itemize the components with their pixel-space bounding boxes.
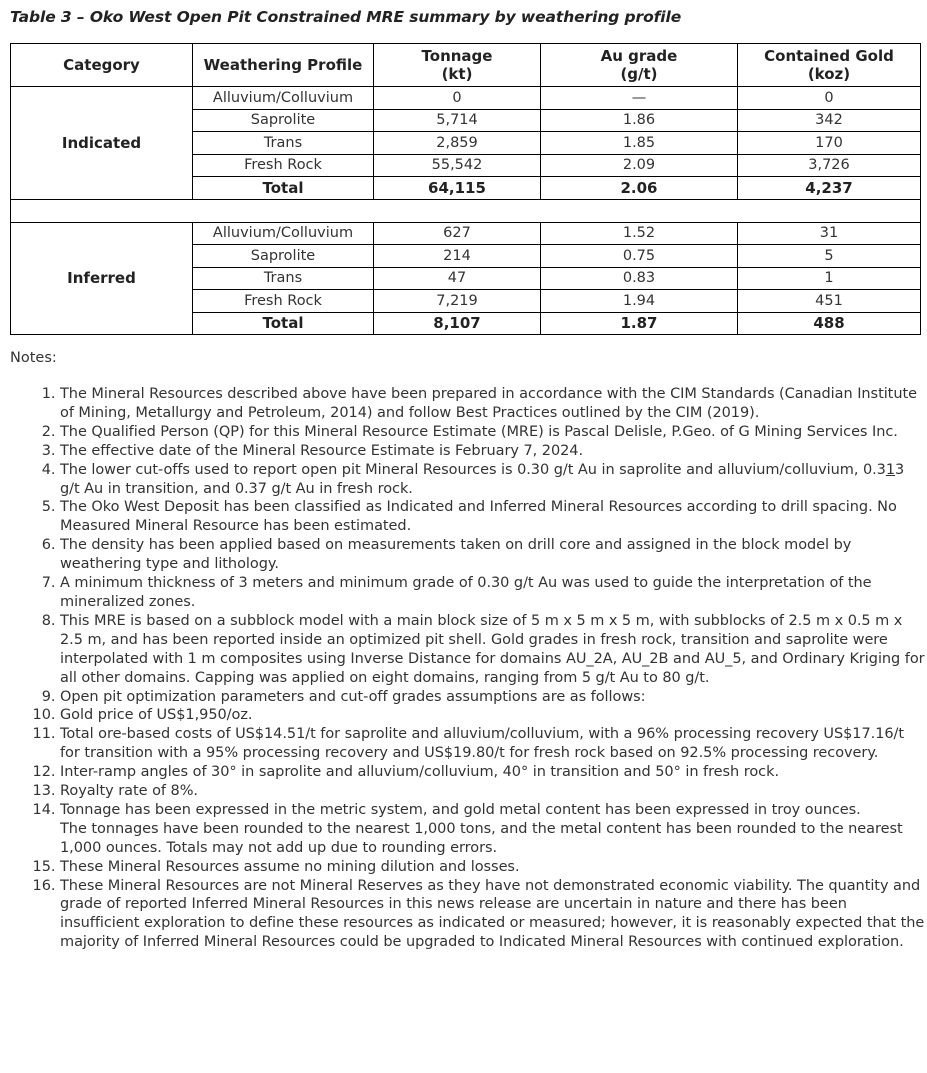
header-au-grade <box>541 44 738 87</box>
total-grade: 2.06 <box>541 177 738 200</box>
header-grade-label: Au grade <box>600 47 678 65</box>
total-tonnage: 8,107 <box>374 312 541 335</box>
header-contained-gold <box>738 44 921 87</box>
gold-cell: 0 <box>738 87 921 110</box>
table-row <box>11 87 921 110</box>
tonnage-cell: 2,859 <box>374 132 541 155</box>
grade-cell: 1.86 <box>541 109 738 132</box>
gold-cell: 3,726 <box>738 154 921 177</box>
grade-cell: — <box>541 87 738 110</box>
grade-cell: 0.75 <box>541 245 738 268</box>
tonnage-cell: 5,714 <box>374 109 541 132</box>
note-item: 12. Inter-ramp angles of 30° in saprolite and alluvium/colluvium, 40° in transition and 50° in fresh rock. <box>60 763 925 782</box>
underlined-digit: 1 <box>885 461 896 478</box>
table-header-row <box>11 44 921 87</box>
header-gold-label: Contained Gold <box>764 47 894 65</box>
profile-cell: Fresh Rock <box>193 154 374 177</box>
total-label: Total <box>193 312 374 335</box>
spacer-cell <box>11 199 921 222</box>
gold-cell: 342 <box>738 109 921 132</box>
notes-list <box>10 385 925 952</box>
header-gold-unit: (koz) <box>807 65 851 83</box>
tonnage-cell: 214 <box>374 245 541 268</box>
profile-cell: Saprolite <box>193 109 374 132</box>
grade-cell: 1.52 <box>541 222 738 245</box>
total-tonnage: 64,115 <box>374 177 541 200</box>
gold-cell: 31 <box>738 222 921 245</box>
note-item: 11. Total ore-based costs of US$14.51/t for saprolite and alluvium/colluvium, with a 96% processing recovery US$17.16/t for transition with a 95% processing recovery and US$19.80/t for fresh rock based on 92.5% processing recovery. <box>60 725 925 763</box>
header-tonnage <box>374 44 541 87</box>
note-item: 1. The Mineral Resources described above have been prepared in accordance with the CIM Standards (Canadian Institute of Mining, Metallurgy and Petroleum, 2014) and follow Best Practices outlined by the CIM (2019). <box>60 385 925 423</box>
note-item: 3. The effective date of the Mineral Resource Estimate is February 7, 2024. <box>60 442 925 461</box>
tonnage-cell: 55,542 <box>374 154 541 177</box>
profile-cell: Fresh Rock <box>193 290 374 313</box>
gold-cell: 451 <box>738 290 921 313</box>
total-grade: 1.87 <box>541 312 738 335</box>
note-text: The lower cut-offs used to report open pit Mineral Resources is 0.30 g/t Au in saprolite and alluvium/colluvium, 0.3 <box>60 461 886 478</box>
note-item: 10. Gold price of US$1,950/oz. <box>60 706 925 725</box>
header-category: Category <box>11 44 193 87</box>
gold-cell: 170 <box>738 132 921 155</box>
note-item: 13. Royalty rate of 8%. <box>60 782 925 801</box>
gold-cell: 1 <box>738 267 921 290</box>
tonnage-cell: 7,219 <box>374 290 541 313</box>
grade-cell: 2.09 <box>541 154 738 177</box>
table-title: Table 3 – Oko West Open Pit Constrained MRE summary by weathering profile <box>10 8 682 26</box>
note-text: The tonnages have been rounded to the nearest 1,000 tons, and the metal content has been rounded to the nearest 1,000 ounces. Totals may not add up due to rounding errors. <box>60 820 903 856</box>
note-item: 9. Open pit optimization parameters and cut-off grades assumptions are as follows: <box>60 688 925 707</box>
note-text: 3 g/t Au in transition, and 0.37 g/t Au in fresh rock. <box>60 461 905 497</box>
table-row <box>11 222 921 245</box>
category-inferred: Inferred <box>11 222 193 335</box>
total-gold: 488 <box>738 312 921 335</box>
tonnage-cell: 0 <box>374 87 541 110</box>
note-item: 16. These Mineral Resources are not Mineral Reserves as they have not demonstrated economic viability. The quantity and grade of reported Inferred Mineral Resources in this news release are uncertain in nature and there has been insufficient exploration to define these resources as indicated or measured; however, it is reasonably expected that the majority of Inferred Mineral Resources could be upgraded to Indicated Mineral Resources with continued exploration. <box>60 877 925 953</box>
gold-cell: 5 <box>738 245 921 268</box>
note-item <box>60 801 925 858</box>
notes-heading: Notes: <box>10 350 57 366</box>
note-item: 15. These Mineral Resources assume no mining dilution and losses. <box>60 858 925 877</box>
header-weathering-profile: Weathering Profile <box>193 44 374 87</box>
grade-cell: 1.85 <box>541 132 738 155</box>
header-tonnage-label: Tonnage <box>421 47 493 65</box>
note-item: 7. A minimum thickness of 3 meters and minimum grade of 0.30 g/t Au was used to guide the interpretation of the mineralized zones. <box>60 574 925 612</box>
header-grade-unit: (g/t) <box>620 65 658 83</box>
profile-cell: Trans <box>193 132 374 155</box>
total-label: Total <box>193 177 374 200</box>
grade-cell: 0.83 <box>541 267 738 290</box>
tonnage-cell: 627 <box>374 222 541 245</box>
grade-cell: 1.94 <box>541 290 738 313</box>
header-tonnage-unit: (kt) <box>441 65 473 83</box>
profile-cell: Alluvium/Colluvium <box>193 222 374 245</box>
note-item: 8. This MRE is based on a subblock model with a main block size of 5 m x 5 m x 5 m, with subblocks of 2.5 m x 0.5 m x 2.5 m, and has been reported inside an optimized pit shell. Gold grades in fresh rock, transition and saprolite were interpolated with 1 m composites using Inverse Distance for domains AU_2A, AU_2B and AU_5, and Ordinary Kriging for all other domains. Capping was applied on eight domains, ranging from 5 g/t Au to 80 g/t. <box>60 612 925 688</box>
note-item: 5. The Oko West Deposit has been classified as Indicated and Inferred Mineral Resources according to drill spacing. No Measured Mineral Resource has been estimated. <box>60 498 925 536</box>
category-indicated: Indicated <box>11 87 193 200</box>
note-item: 6. The density has been applied based on measurements taken on drill core and assigned in the block model by weathering type and lithology. <box>60 536 925 574</box>
profile-cell: Saprolite <box>193 245 374 268</box>
profile-cell: Alluvium/Colluvium <box>193 87 374 110</box>
note-text: Tonnage has been expressed in the metric system, and gold metal content has been expressed in troy ounces. <box>60 801 861 818</box>
mre-summary-table <box>10 43 921 335</box>
profile-cell: Trans <box>193 267 374 290</box>
total-gold: 4,237 <box>738 177 921 200</box>
note-item <box>60 461 925 499</box>
note-item: 2. The Qualified Person (QP) for this Mineral Resource Estimate (MRE) is Pascal Delisle, P.Geo. of G Mining Services Inc. <box>60 423 925 442</box>
spacer-row <box>11 199 921 222</box>
tonnage-cell: 47 <box>374 267 541 290</box>
